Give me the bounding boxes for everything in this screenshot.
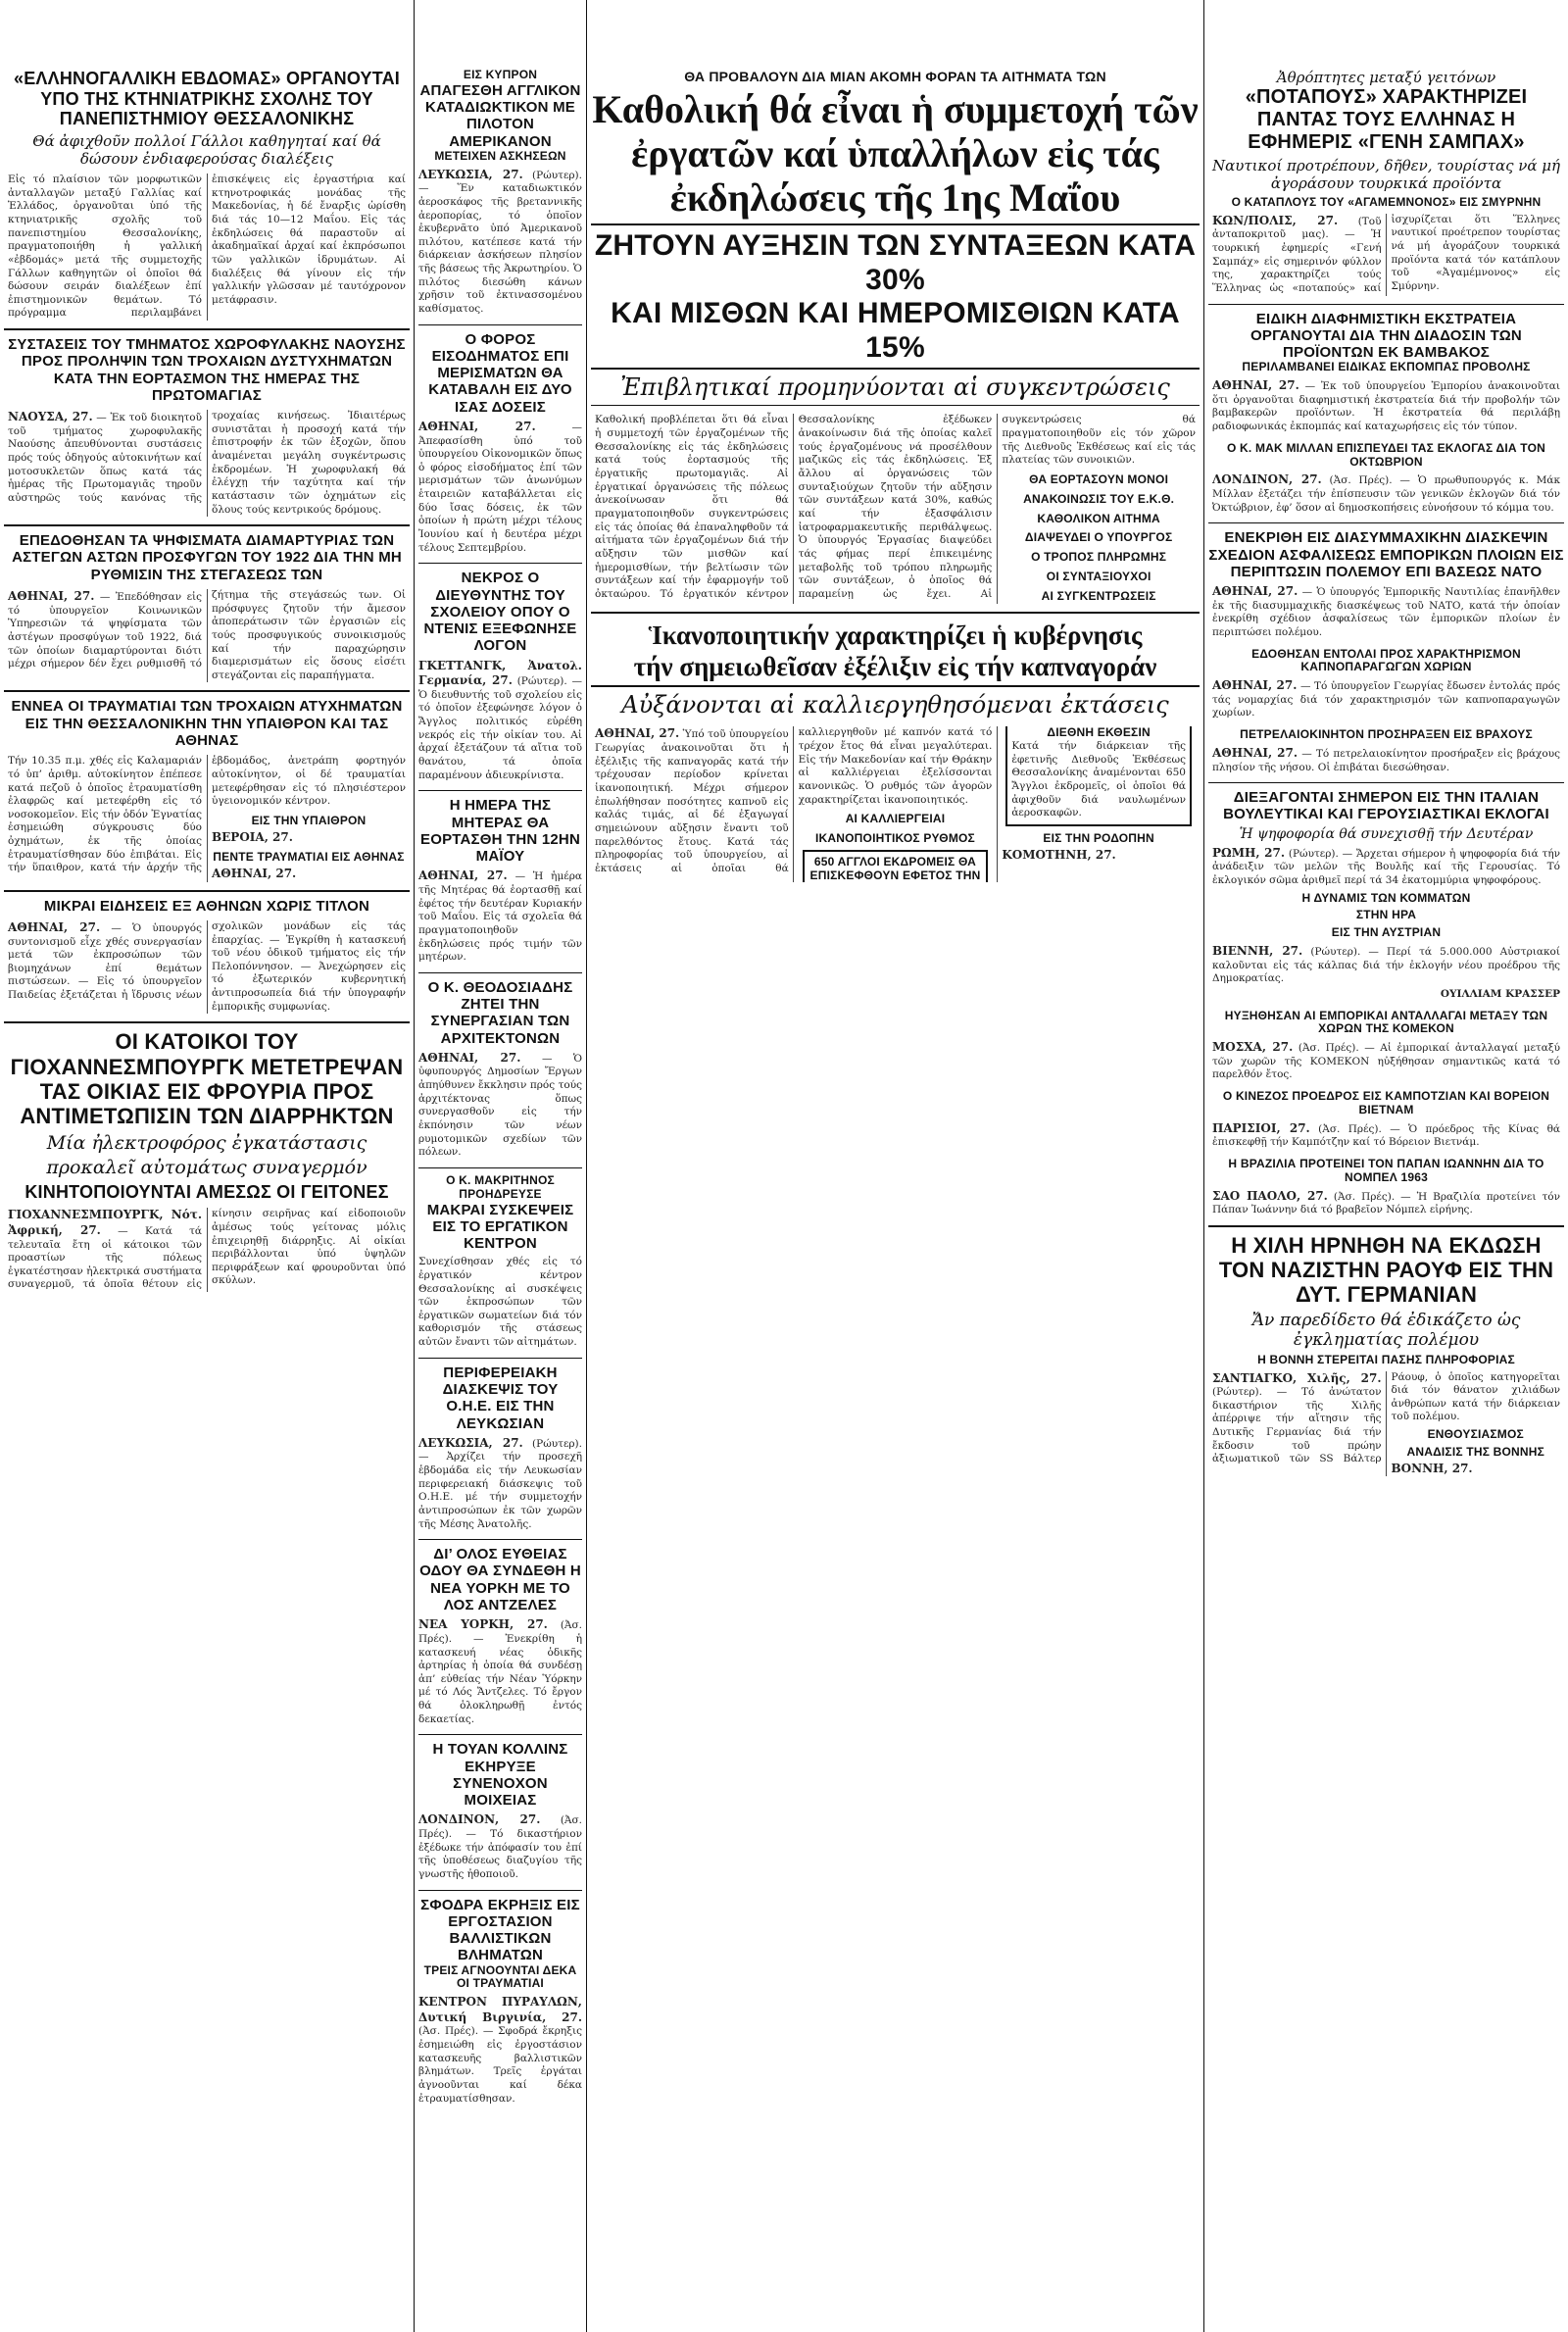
dateline: ΑΘΗΝΑΙ, 27. bbox=[8, 588, 95, 603]
article-body: ΑΘΗΝΑΙ, 27. — Ἐπεδόθησαν εἰς τό ὑπουργεῖον Κοινωνικῶν Ὑπηρεσιῶν τά ψηφίσματα τῶν ἀστέγων προσφύγων τοῦ 1922, διά τῶν ὁποίων διαμαρτύρονται διότι μέχρι σήμερον δέν ἔχει ρυθμισθῆ τό ζήτημα τῆς στεγάσεώς των. Οἱ πρόσφυγες ζητοῦν τήν ἄμεσον ἀποπεράτωσιν τῶν ἐργασιῶν εἰς τούς προσφυγικούς συνοικισμούς καί τήν παραχώρησιν διαμερισμάτων εἰς ὅσους εἰσέτι στεγάζονται εἰς παραπήγματα. bbox=[8, 588, 406, 681]
lead-story-mayday bbox=[591, 69, 1200, 604]
sidehead: ΚΑΘΟΛΙΚΟΝ ΑΙΤΗΜΑ bbox=[1037, 511, 1160, 525]
column-2 bbox=[415, 0, 586, 2332]
dateline: ΚΟΜΟΤΗΝΗ, 27. bbox=[1002, 847, 1116, 862]
sidehead: ΘΑ ΕΟΡΤΑΣΟΥΝ ΜΟΝΟΙ bbox=[1029, 472, 1169, 487]
sidehead: Ο ΤΡΟΠΟΣ ΠΛΗΡΩΜΗΣ bbox=[1031, 550, 1167, 565]
article-body: ΝΑΟΥΣΑ, 27. — Ἐκ τοῦ διοικητοῦ τοῦ τμήματος χωροφυλακῆς Ναούσης ἀπευθύνονται συστάσεις πρός τούς ὁδηγούς αὐτοκινήτων καί μοτοσυκλετῶν ὅπως κατά τάς ἡμέρας τῆς Πρωτομαγιᾶς τηροῦν αὐστηρῶς τούς κανόνας τῆς τροχαίας κινήσεως. Ἰδιαιτέρως συνιστᾶται ἡ προσοχή κατά τήν ἐπιστροφήν ἐκ τῶν ἐξοχῶν, ὅπου ἀναμένεται μεγάλη συγκέντρωσις ἐκδρομέων. Ἡ χωροφυλακή θά ἐλέγχῃ τήν ταχύτητα καί τήν κατάστασιν τῶν ὀχημάτων εἰς ὅλους τούς κεντρικούς δρόμους. bbox=[8, 410, 406, 516]
subhead: Η ΒΟΝΝΗ ΣΤΕΡΕΙΤΑΙ ΠΑΣΗΣ ΠΛΗΡΟΦΟΡΙΑΣ bbox=[1257, 1352, 1515, 1366]
dateline: ΠΑΡΙΣΙΟΙ, 27. bbox=[1212, 1120, 1310, 1135]
divider bbox=[418, 1890, 582, 1891]
divider bbox=[4, 1021, 410, 1023]
headline: ΕΝΝΕΑ ΟΙ ΤΡΑΥΜΑΤΙΑΙ ΤΩΝ ΤΡΟΧΑΙΩΝ ΑΤΥΧΗΜΑΤΩΝ ΕΙΣ ΤΗΝ ΘΕΣΣΑΛΟΝΙΚΗΝ ΤΗΝ ΥΠΑΙΘΡΟΝ ΚΑΙ ΤΑΣ ΑΘΗΝΑΣ bbox=[11, 698, 403, 749]
sidehead: ΔΙΑΨΕΥΔΕΙ Ο ΥΠΟΥΡΓΟΣ bbox=[1024, 530, 1173, 545]
headline: Η ΧΙΛΗ ΗΡΝΗΘΗ ΝΑ ΕΚΔΩΣΗ ΤΟΝ ΝΑΖΙΣΤΗΝ ΡΑΟΥΦ ΕΙΣ ΤΗΝ ΔΥΤ. ΓΕΡΜΑΝΙΑΝ bbox=[1218, 1232, 1554, 1308]
dateline: ΓΙΟΧΑΝΝΕΣΜΠΟΥΡΓΚ, Νότ. Ἀφρική, 27. bbox=[8, 1208, 202, 1237]
divider bbox=[418, 1539, 582, 1540]
headline: Ο ΚΙΝΕΖΟΣ ΠΡΟΕΔΡΟΣ ΕΙΣ ΚΑΜΠΟΤΖΙΑΝ ΚΑΙ ΒΟΡΕΙΟΝ ΒΙΕΤΝΑΜ bbox=[1222, 1089, 1550, 1116]
divider bbox=[1208, 304, 1564, 305]
article-gene-sabah bbox=[1208, 69, 1564, 296]
article-body: ΑΘΗΝΑΙ, 27. — Ὁ ὑπουργός συντονισμοῦ εἶχε χθές συνεργασίαν μετά τῶν ἐκπροσώπων τῶν βιομηχάνων ἐπί θεμάτων πιστώσεων. — Εἰς τό ὑπουργεῖον Παιδείας ἐξετάζεται ἡ ἵδρυσις νέων σχολικῶν μονάδων εἰς τάς ἐπαρχίας. — Ἐγκρίθη ἡ κατασκευή τοῦ νέου ὁδικοῦ τμήματος εἰς τήν Πελοπόννησον. — Ἀνεχώρησεν εἰς τό ἐξωτερικόν κυβερνητική ἀντιπροσωπεία διά τήν ὑπογραφήν ἐμπορικῆς συμφωνίας. bbox=[8, 919, 406, 1013]
article-body: ΑΘΗΝΑΙ, 27. Ὑπό τοῦ ὑπουργείου Γεωργίας ἀνακοινοῦται ὅτι ἡ ἐξέλιξις τῆς καπναγορᾶς κατά τήν τρέχουσαν περίοδον κρίνεται ἱκανοποιητική. Μέχρι σήμερον ἐπωλήθησαν ποσότητες καπνοῦ εἰς καλάς τιμάς, αἱ δέ ἐξαγωγαί σημειώνουν αὔξησιν ἔναντι τοῦ παρελθόντος ἔτους. Κατά τάς πληροφορίας τοῦ ὑπουργείου, αἱ ἐκτάσεις αἱ ὁποῖαι θά καλλιεργηθοῦν μέ καπνόν κατά τό τρέχον ἔτος θά εἶναι μεγαλύτεραι. Εἰς τήν Μακεδονίαν καί τήν Θράκην αἱ καλλιέργειαι ἐξελίσσονται κανονικῶς. Ὁ ρυθμός τῶν ἀγορῶν χαρακτηρίζεται ἱκανοποιητικός. ΑΙ ΚΑΛΛΙΕΡΓΕΙΑΙ ΙΚΑΝΟΠΟΙΗΤΙΚΟΣ ΡΥΘΜΟΣ 650 ΑΓΓΛΟΙ ΕΚΔΡΟΜΕΙΣ ΘΑ ΕΠΙΣΚΕΦΘΟΥΝ ΕΦΕΤΟΣ ΤΗΝ ΔΙΕΘΝΗ ΕΚΘΕΣΙΝ Κατά τήν διάρκειαν τῆς ἐφετινῆς Διεθνοῦς Ἐκθέσεως Θεσσαλονίκης ἀναμένονται 650 Ἄγγλοι ἐκδρομεῖς, οἱ ὁποῖοι θά ἀφιχθοῦν διά ναυλωμένων ἀεροσκαφῶν. ΕΙΣ ΤΗΝ ΡΟΔΟΠΗΝ ΚΟΜΟΤΗΝΗ, 27. bbox=[595, 726, 1196, 882]
article-comecon: ΗΥΞΗΘΗΣΑΝ ΑΙ ΕΜΠΟΡΙΚΑΙ ΑΝΤΑΛΛΑΓΑΙ ΜΕΤΑΞΥ ΤΩΝ ΧΩΡΩΝ ΤΗΣ ΚΟΜΕΚΟΝ ΜΟΣΧΑ, 27. (Ἀσ. Πρές). — Αἱ ἐμπορικαί ἀνταλλαγαί μεταξύ τῶν χωρῶν τῆς ΚΟΜΕΚΟΝ ηὐξήθησαν σημαντικῶς κατά τό παρελθόν ἔτος. bbox=[1208, 1010, 1564, 1083]
dateline: ΑΘΗΝΑΙ, 27. bbox=[418, 1050, 521, 1065]
sidehead: ΑΙ ΣΥΓΚΕΝΤΡΩΣΕΙΣ bbox=[1041, 588, 1156, 603]
column-3 bbox=[587, 0, 1203, 2332]
article-brazil-nobel: Η ΒΡΑΖΙΛΙΑ ΠΡΟΤΕΙΝΕΙ ΤΟΝ ΠΑΠΑΝ ΙΩΑΝΝΗΝ ΔΙΑ ΤΟ ΝΟΜΠΕΛ 1963 ΣΑΟ ΠΑΟΛΟ, 27. (Ἀσ. Πρές). — Ἡ Βραζιλία προτείνει τόν Πάπαν Ἰωάννην διά τό βραβεῖον Νόμπελ εἰρήνης. bbox=[1208, 1158, 1564, 1217]
boxed-article-expo: 650 ΑΓΓΛΟΙ ΕΚΔΡΟΜΕΙΣ ΘΑ ΕΠΙΣΚΕΦΘΟΥΝ ΕΦΕΤΟΣ ΤΗΝ ΔΙΕΘΝΗ ΕΚΘΕΣΙΝ Κατά τήν διάρκειαν τῆς ἐφετινῆς Διεθνοῦς Ἐκθέσεως Θεσσαλονίκης ἀναμένονται 650 Ἄγγλοι ἐκδρομεῖς, οἱ ὁποῖοι θά ἀφιχθοῦν διά ναυλωμένων ἀεροσκαφῶν. bbox=[803, 726, 1192, 882]
deck: ΚΑΙ ΜΙΣΘΩΝ ΚΑΙ ΗΜΕΡΟΜΙΣΘΙΩΝ ΚΑΤΑ 15% bbox=[611, 297, 1180, 364]
headline: Η ΗΜΕΡΑ ΤΗΣ ΜΗΤΕΡΑΣ ΘΑ ΕΟΡΤΑΣΘΗ ΤΗΝ 12ΗΝ ΜΑΪΟΥ bbox=[420, 797, 580, 866]
article-italy-elections: ΔΙΕΞΑΓΟΝΤΑΙ ΣΗΜΕΡΟΝ ΕΙΣ ΤΗΝ ΙΤΑΛΙΑΝ ΒΟΥΛΕΥΤΙΚΑΙ ΚΑΙ ΓΕΡΟΥΣΙΑΣΤΙΚΑΙ ΕΚΛΟΓΑΙ Ἡ ψηφοφορία θά συνεχισθῇ τήν Δευτέραν ΡΩΜΗ, 27. (Ρώυτερ). — Ἄρχεται σήμερον ἡ ψηφοφορία διά τήν ἀνάδειξιν τῶν μελῶν τῆς Βουλῆς καί τῆς Γερουσίας. Τό ἐκλογικόν σῶμα ἀριθμεῖ περί τά 34 ἑκατομμύρια ψηφοφόρους. Η ΔΥΝΑΜΙΣ ΤΩΝ ΚΟΜΜΑΤΩΝ ΣΤΗΝ ΗΡΑ ΕΙΣ ΤΗΝ ΑΥΣΤΡΙΑΝ ΒΙΕΝΝΗ, 27. (Ρώυτερ). — Περί τά 5.000.000 Αὐστριακοί καλοῦνται εἰς τάς κάλπας διά τήν ἐκλογήν νέου προέδρου τῆς Δημοκρατίας. ΟΥΙΛΛΙΑΜ ΚΡΑΣΣΕΡ bbox=[1208, 789, 1564, 1001]
headline: Η ΤΟΥΑΝ ΚΟΛΛΙΝΣ ΕΚΗΡΥΞΕ ΣΥΝΕΝΟΧΟΝ ΜΟΙΧΕΙΑΣ bbox=[432, 1741, 568, 1810]
headline: «ΕΛΛΗΝΟΓΑΛΛΙΚΗ ΕΒΔΟΜΑΣ» ΟΡΓΑΝΟΥΤΑΙ ΥΠΟ ΤΗΣ ΚΤΗΝΙΑΤΡΙΚΗΣ ΣΧΟΛΗΣ ΤΟΥ ΠΑΝΕΠΙΣΤΗΜΙΟΥ ΘΕΣΣΑΛΟΝΙΚΗΣ bbox=[14, 69, 400, 129]
column-1 bbox=[0, 0, 414, 2332]
headline: Καθολική θά εἶναι ἡ συμμετοχή τῶν ἐργατῶν καί ὑπαλλήλων εἰς τάς ἐκδηλώσεις τῆς 1ης Μαΐου bbox=[592, 87, 1199, 220]
divider bbox=[418, 790, 582, 791]
article-johannesburg bbox=[4, 1029, 410, 1292]
article-oil-ship: ΠΕΤΡΕΛΑΙΟΚΙΝΗΤΟΝ ΠΡΟΣΗΡΑΞΕΝ ΕΙΣ ΒΡΑΧΟΥΣ ΑΘΗΝΑΙ, 27. — Τό πετρελαιοκίνητον προσήραξεν εἰς βράχους πλησίον τῆς νήσου. Οἱ ἐπιβάται διεσώθησαν. bbox=[1208, 728, 1564, 774]
subheadline: προκαλεῖ αὐτομάτως συναγερμόν bbox=[46, 1156, 368, 1178]
dateline: ΒΙΕΝΝΗ, 27. bbox=[1212, 943, 1303, 958]
kicker: Ο Κ. ΜΑΚΡΙΤΗΝΟΣ ΠΡΟΗΔΡΕΥΣΕ bbox=[446, 1172, 555, 1201]
dateline: ΑΘΗΝΑΙ, 27. bbox=[1212, 378, 1299, 393]
divider bbox=[418, 1358, 582, 1359]
divider bbox=[4, 524, 410, 526]
subheadline: Ἡ ψηφοφορία θά συνεχισθῇ τήν Δευτέραν bbox=[1239, 825, 1534, 842]
dateline: ΑΘΗΝΑΙ, 27. bbox=[1212, 584, 1298, 599]
article-cyprus-jet: ΕΙΣ ΚΥΠΡΟΝ ΑΠΑΓΕΣΘΗ ΑΓΓΛΙΚΟΝ ΚΑΤΑΔΙΩΚΤΙΚΟΝ ΜΕ ΠΙΛΟΤΟΝ ΑΜΕΡΙΚΑΝΟΝ ΜΕΤΕΙΧΕΝ ΑΣΚΗΣΕΩΝ ΛΕΥΚΩΣΙΑ, 27. (Ρώυτερ). — Ἕν καταδιωκτικόν ἀεροσκάφος τῆς βρεταννικῆς ἀεροπορίας, τό ὁποῖον ἐκυβερνᾶτο ὑπό Ἀμερικανοῦ πιλότου, κατέπεσε κατά τήν διάρκειαν ἀσκήσεων πλησίον τῆς βάσεως τῆς Ἀκρωτηρίου. Ὁ πιλότος διεσώθη κάνων χρῆσιν τοῦ ἐκτινασσομένου καθίσματος. bbox=[418, 68, 582, 315]
sidehead: ΕΙΣ ΤΗΝ ΡΟΔΟΠΗΝ bbox=[1043, 831, 1154, 846]
kicker: ΘΑ ΠΡΟΒΑΛΟΥΝ ΔΙΑ ΜΙΑΝ ΑΚΟΜΗ ΦΟΡΑΝ ΤΑ ΑΙΤΗΜΑΤΑ ΤΩΝ bbox=[684, 69, 1106, 84]
dateline: ΝΑΟΥΣΑ, 27. bbox=[8, 410, 93, 424]
headline: ΑΠΑΓΕΣΘΗ ΑΓΓΛΙΚΟΝ ΚΑΤΑΔΙΩΚΤΙΚΟΝ ΜΕ ΠΙΛΟΤΟΝ ΑΜΕΡΙΚΑΝΟΝ bbox=[419, 81, 581, 150]
article-chile-rauff bbox=[1208, 1233, 1564, 1476]
headline: ΕΠΕΔΟΘΗΣΑΝ ΤΑ ΨΗΦΙΣΜΑΤΑ ΔΙΑΜΑΡΤΥΡΙΑΣ ΤΩΝ ΑΣΤΕΓΩΝ ΑΣΤΩΝ ΠΡΟΣΦΥΓΩΝ ΤΟΥ 1922 ΔΙΑ ΤΗΝ ΜΗ ΡΥΘΜΙΣΙΝ ΤΗΣ ΣΤΕΓΑΣΕΩΣ ΤΩΝ bbox=[12, 532, 402, 583]
headline: 650 ΑΓΓΛΟΙ ΕΚΔΡΟΜΕΙΣ ΘΑ ΕΠΙΣΚΕΦΘΟΥΝ ΕΦΕΤΟΣ ΤΗΝ ΔΙΕΘΝΗ ΕΚΘΕΣΙΝ bbox=[809, 725, 1151, 882]
headline: Ἱκανοποιητικήν χαρακτηρίζει ἡ κυβέρνησις bbox=[648, 620, 1143, 650]
subheadline: Θά ἀφιχθοῦν πολλοί Γάλλοι καθηγηταί καί θά δώσουν ἐνδιαφερούσας διαλέξεις bbox=[32, 132, 381, 169]
headline: «ΠΟΤΑΠΟΥΣ» ΧΑΡΑΚΤΗΡΙΖΕΙ ΠΑΝΤΑΣ ΤΟΥΣ ΕΛΛΗΝΑΣ Η ΕΦΗΜΕΡΙΣ «ΓΕΝΗ ΣΑΜΠΑΧ» bbox=[1245, 86, 1528, 153]
subhead: ΜΕΤΕΙΧΕΝ ΑΣΚΗΣΕΩΝ bbox=[434, 148, 566, 163]
divider bbox=[1208, 1225, 1564, 1227]
article-nato-shipping: ΕΝΕΚΡΙΘΗ ΕΙΣ ΔΙΑΣΥΜΜΑΧΙΚΗΝ ΔΙΑΣΚΕΨΙΝ ΣΧΕΔΙΟΝ ΑΣΦΑΛΙΣΕΩΣ ΕΜΠΟΡΙΚΩΝ ΠΛΟΙΩΝ ΕΙΣ ΠΕΡΙΠΤΩΣΙΝ ΠΟΛΕΜΟΥ ΕΠΙ ΒΑΣΕΩΣ ΝΑΤΟ ΑΘΗΝΑΙ, 27. — Ὁ ὑπουργός Ἐμπορικῆς Ναυτιλίας ἐπανῆλθεν ἐκ τῆς διασυμμαχικῆς διασκέψεως τοῦ ΝΑΤΟ, κατά τήν ὁποίαν ἐνεκρίθη σχέδιον ἀσφαλίσεως τῶν ἐμπορικῶν πλοίων ἐν περιπτώσει πολέμου. bbox=[1208, 529, 1564, 638]
article-refugees-1922 bbox=[4, 532, 410, 682]
sidehead: ΙΚΑΝΟΠΟΙΗΤΙΚΟΣ ΡΥΘΜΟΣ bbox=[815, 831, 975, 846]
article-tobacco-market bbox=[591, 620, 1200, 883]
dateline: ΣΑΟ ΠΑΟΛΟ, 27. bbox=[1212, 1188, 1328, 1203]
divider bbox=[4, 328, 410, 330]
article-architects: Ο Κ. ΘΕΟΔΟΣΙΑΔΗΣ ΖΗΤΕΙ ΤΗΝ ΣΥΝΕΡΓΑΣΙΑΝ ΤΩΝ ΑΡΧΙΤΕΚΤΟΝΩΝ ΑΘΗΝΑΙ, 27. — Ὁ ὑφυπουργός Δημοσίων Ἔργων ἀπηύθυνεν ἔκκλησιν πρός τούς ἀρχιτέκτονας ὅπως συνεργασθοῦν εἰς τήν ἐκπόνησιν τῶν νέων ρυμοτομικῶν σχεδίων τῶν πόλεων. bbox=[418, 978, 582, 1159]
article-body: ΓΙΟΧΑΝΝΕΣΜΠΟΥΡΓΚ, Νότ. Ἀφρική, 27. — Κατά τά τελευταῖα ἔτη οἱ κάτοικοι τῶν προαστίων τῆς πόλεως ἐγκατέστησαν ἠλεκτρικά συστήματα συναγερμοῦ, τά ὁποῖα θέτουν εἰς κίνησιν σειρῆνας καί εἰδοποιοῦν ἀμέσως τούς γείτονας μόλις ἐπιχειρηθῇ διάρρηξις. Αἱ οἰκίαι περιβάλλονται ὑπό ὑψηλῶν περιφράξεων καί φρουροῦνται ὑπό σκύλων. bbox=[8, 1208, 406, 1291]
sidehead: Η ΔΥΝΑΜΙΣ ΤΩΝ ΚΟΜΜΑΤΩΝ bbox=[1301, 890, 1471, 905]
dateline: ΛΟΝΔΙΝΟΝ, 27. bbox=[1212, 472, 1322, 487]
subhead: ΤΡΕΙΣ ΑΓΝΟΟΥΝΤΑΙ ΔΕΚΑ ΟΙ ΤΡΑΥΜΑΤΙΑΙ bbox=[423, 1962, 577, 1991]
subheadline: Ναυτικοί προτρέπουν, δῆθεν, τουρίστας νά μή ἀγοράσουν τουρκικά προϊόντα bbox=[1211, 157, 1561, 192]
subheadline: Ἄν παρεδίδετο θά ἐδικάζετο ὡς ἐγκληματίας πολέμου bbox=[1251, 1310, 1521, 1350]
dateline: ΑΘΗΝΑΙ, 27. bbox=[1212, 745, 1298, 760]
headline: ΔΙΕΞΑΓΟΝΤΑΙ ΣΗΜΕΡΟΝ ΕΙΣ ΤΗΝ ΙΤΑΛΙΑΝ ΒΟΥΛΕΥΤΙΚΑΙ ΚΑΙ ΓΕΡΟΥΣΙΑΣΤΙΚΑΙ ΕΚΛΟΓΑΙ bbox=[1223, 789, 1549, 823]
dateline: ΑΘΗΝΑΙ, 27. bbox=[595, 726, 680, 741]
dateline: ΡΩΜΗ, 27. bbox=[1212, 845, 1286, 860]
divider bbox=[1208, 522, 1564, 523]
article-dividend-tax: Ο ΦΟΡΟΣ ΕΙΣΟΔΗΜΑΤΟΣ ΕΠΙ ΜΕΡΙΣΜΑΤΩΝ ΘΑ ΚΑΤΑΒΑΛΗ ΕΙΣ ΔΥΟ ΙΣΑΣ ΔΟΣΕΙΣ ΑΘΗΝΑΙ, 27. — Ἀπεφασίσθη ὑπό τοῦ ὑπουργείου Οἰκονομικῶν ὅπως ὁ φόρος εἰσοδήματος ἐπί τῶν μερισμάτων τῶν ἀνωνύμων ἑταιρειῶν καταβάλλεται εἰς δύο ἴσας δόσεις, ἐκ τῶν ὁποίων ἡ πρώτη μέχρι τέλους Ἰουνίου καί ἡ δευτέρα μέχρι τέλους Σεπτεμβρίου. bbox=[418, 330, 582, 554]
divider bbox=[4, 890, 410, 892]
article-body: Καθολική προβλέπεται ὅτι θά εἶναι ἡ συμμετοχή τῶν ἐργαζομένων τῆς Θεσσαλονίκης εἰς τάς ἐκδηλώσεις κατά τούς ἑορτασμούς τῆς ἐργατικῆς πρωτομαγιᾶς. Αἱ ἐργατικαί ὀργανώσεις τῆς πόλεως ἀνεκοίνωσαν ὅτι θά πραγματοποιηθοῦν συγκεντρώσεις εἰς τάς ὁποίας θά ἐπαναληφθοῦν τά αἰτήματα τῶν ἐργαζομένων διά τήν αὔξησιν τῶν μισθῶν καί ἡμερομισθίων, τήν βελτίωσιν τῶν συντάξεων καί τήν ἐφαρμογήν τοῦ ὀκταώρου. Τό ἐργατικόν κέντρον Θεσσαλονίκης ἐξέδωκεν ἀνακοίνωσιν διά τῆς ὁποίας καλεῖ τούς ἐργαζομένους νά προσέλθουν μαζικῶς εἰς τάς ἐκδηλώσεις. Ἐξ ἄλλου αἱ ὀργανώσεις τῶν συνταξιούχων ζητοῦν τήν αὔξησιν τῶν συντάξεων κατά 30%, καθώς καί τήν ἐξασφάλισιν ἰατροφαρμακευτικῆς περιθάλψεως. Ὁ ὑπουργός Ἐργασίας διαψεύδει τάς φήμας περί ἐπικειμένης μεταβολῆς τοῦ τρόπου πληρωμῆς τῶν συντάξεων, ὁ ὁποῖος θά παραμείνῃ ὡς ἔχει. Αἱ συγκεντρώσεις θά πραγματοποιηθοῦν εἰς τόν χῶρον τῆς Διεθνοῦς Ἐκθέσεως καί εἰς τάς πλατείας τῶν συνοικιῶν. ΘΑ ΕΟΡΤΑΣΟΥΝ ΜΟΝΟΙ ΑΝΑΚΟΙΝΩΣΙΣ ΤΟΥ Ε.Κ.Θ. ΚΑΘΟΛΙΚΟΝ ΑΙΤΗΜΑ ΔΙΑΨΕΥΔΕΙ Ο ΥΠΟΥΡΓΟΣ Ο ΤΡΟΠΟΣ ΠΛΗΡΩΜΗΣ ΟΙ ΣΥΝΤΑΞΙΟΥΧΟΙ ΑΙ ΣΥΓΚΕΝΤΡΩΣΕΙΣ bbox=[595, 414, 1196, 603]
byline: ΟΥΙΛΛΙΑΜ ΚΡΑΣΣΕΡ bbox=[1440, 987, 1560, 1000]
subheadline: Ἐπιβλητικαί προμηνύονται αἱ συγκεντρώσεις bbox=[591, 368, 1200, 406]
sidehead: ΟΙ ΣΥΝΤΑΞΙΟΥΧΟΙ bbox=[1046, 570, 1152, 584]
sidehead: ΕΙΣ ΤΗΝ ΥΠΑΙΘΡΟΝ bbox=[251, 813, 367, 827]
headline: ΜΙΚΡΑΙ ΕΙΔΗΣΕΙΣ ΕΞ ΑΘΗΝΩΝ ΧΩΡΙΣ ΤΙΤΛΟΝ bbox=[43, 897, 370, 915]
headline: ΠΕΤΡΕΛΑΙΟΚΙΝΗΤΟΝ ΠΡΟΣΗΡΑΞΕΝ ΕΙΣ ΒΡΑΧΟΥΣ bbox=[1240, 727, 1533, 742]
divider bbox=[418, 324, 582, 325]
dateline: ΒΕΡΟΙΑ, 27. bbox=[212, 829, 293, 844]
article-body: ΣΑΝΤΙΑΓΚΟ, Χιλῆς, 27. (Ρώυτερ). — Τό ἀνώτατον δικαστήριον τῆς Χιλῆς ἀπέρριψε τήν αἴτησιν τῆς Δυτικῆς Γερμανίας διά τήν ἔκδοσιν τοῦ πρώην ἀξιωματικοῦ τῶν SS Βάλτερ Ράουφ, ὁ ὁποῖος κατηγορεῖται διά τόν θάνατον χιλιάδων ἀνθρώπων κατά τήν διάρκειαν τοῦ πολέμου. ΕΝΘΟΥΣΙΑΣΜΟΣ ΑΝΑΔΙΣΙΣ ΤΗΣ ΒΟΝΝΗΣ ΒΟΝΝΗ, 27. bbox=[1212, 1370, 1560, 1475]
kicker: Ἀθρόπτητες μεταξύ γειτόνων bbox=[1276, 69, 1496, 86]
subheadline: Μία ἠλεκτροφόρος ἐγκατάστασις bbox=[46, 1131, 368, 1154]
headline: Ο ΦΟΡΟΣ ΕΙΣΟΔΗΜΑΤΟΣ ΕΠΙ ΜΕΡΙΣΜΑΤΩΝ ΘΑ ΚΑΤΑΒΑΛΗ ΕΙΣ ΔΥΟ ΙΣΑΣ ΔΟΣΕΙΣ bbox=[428, 330, 572, 416]
headline: Ο Κ. ΘΕΟΔΟΣΙΑΔΗΣ ΖΗΤΕΙ ΤΗΝ ΣΥΝΕΡΓΑΣΙΑΝ ΤΩΝ ΑΡΧΙΤΕΚΤΟΝΩΝ bbox=[427, 978, 573, 1047]
dateline: ΒΟΝΝΗ, 27. bbox=[1391, 1461, 1473, 1475]
subhead: Ο ΚΑΤΑΠΛΟΥΣ ΤΟΥ «ΑΓΑΜΕΜΝΟΝΟΣ» ΕΙΣ ΣΜΥΡΝΗΝ bbox=[1231, 195, 1542, 209]
dateline: ΜΟΣΧΑ, 27. bbox=[1212, 1040, 1294, 1055]
sidehead: ΑΙ ΚΑΛΛΙΕΡΓΕΙΑΙ bbox=[845, 812, 946, 826]
article-labour-centre: Ο Κ. ΜΑΚΡΙΤΗΝΟΣ ΠΡΟΗΔΡΕΥΣΕ ΜΑΚΡΑΙ ΣΥΣΚΕΨΕΙΣ ΕΙΣ ΤΟ ΕΡΓΑΤΙΚΟΝ ΚΕΝΤΡΟΝ Συνεχίσθησαν χθές εἰς τό ἐργατικόν κέντρον Θεσσαλονίκης αἱ συσκέψεις τῶν ἐκπροσώπων τῶν ἐργατικῶν σωματείων διά τόν καθορισμόν τῆς στάσεως αὐτῶν ἔναντι τῶν αἰτημάτων. bbox=[418, 1172, 582, 1349]
headline: ΔΙ’ ΟΛΟΣ ΕΥΘΕΙΑΣ ΟΔΟΥ ΘΑ ΣΥΝΔΕΘΗ Η ΝΕΑ ΥΟΡΚΗ ΜΕ ΤΟ ΛΟΣ ΑΝΤΖΕΛΕΣ bbox=[419, 1546, 581, 1613]
dateline: ΑΘΗΝΑΙ, 27. bbox=[1212, 678, 1298, 693]
dateline: ΛΕΥΚΩΣΙΑ, 27. bbox=[418, 1435, 523, 1450]
divider bbox=[418, 972, 582, 973]
headline: ΕΙΔΙΚΗ ΔΙΑΦΗΜΙΣΤΙΚΗ ΕΚΣΤΡΑΤΕΙΑ ΟΡΓΑΝΟΥΤΑΙ ΔΙΑ ΤΗΝ ΔΙΑΔΟΣΙΝ ΤΩΝ ΠΡΟΪΟΝΤΩΝ ΕΚ ΒΑΜΒΑΚΟΣ bbox=[1250, 310, 1522, 362]
dateline: ΣΑΝΤΙΑΓΚΟ, Χιλῆς, 27. bbox=[1212, 1370, 1382, 1385]
subheadline: ΠΕΡΙΛΑΜΒΑΝΕΙ ΕΙΔΙΚΑΣ ΕΚΠΟΜΠΑΣ ΠΡΟΒΟΛΗΣ bbox=[1242, 360, 1531, 374]
dateline: ΛΕΥΚΩΣΙΑ, 27. bbox=[418, 167, 523, 181]
article-body: Εἰς τό πλαίσιον τῶν μορφωτικῶν ἀνταλλαγῶν μεταξύ Γαλλίας καί Ἑλλάδος, ὀργανοῦται ὑπό τῆς κτηνιατρικῆς σχολῆς τοῦ πανεπιστημίου Θεσσαλονίκης, πραγματοποιήθη ἡ γαλλική «ἐβδομάς» μετά τῆς συμμετοχῆς Γάλλων καθηγητῶν οἱ ὁποῖοι θά δώσουν σειράν διαλέξεων ἐπί ἐπιστημονικῶν θεμάτων. Τό πρόγραμμα περιλαμβάνει ἐπισκέψεις εἰς ἐργαστήρια καί κτηνοτροφικάς μονάδας τῆς Μακεδονίας, ἡ δέ ἔναρξις ὡρίσθη διά τάς 10—12 Μαΐου. Εἰς τάς ἐκδηλώσεις θά παραστοῦν αἱ ἀκαδημαϊκαί ἀρχαί καί ἐκπρόσωποι τῶν γαλλικῶν ἱδρυμάτων. Αἱ διαλέξεις θά γίνουν εἰς τήν γαλλικήν γλῶσσαν μέ ταυτόχρονον μετάφρασιν. bbox=[8, 174, 406, 320]
article-un-conference: ΠΕΡΙΦΕΡΕΙΑΚΗ ΔΙΑΣΚΕΨΙΣ ΤΟΥ Ο.Η.Ε. ΕΙΣ ΤΗΝ ΛΕΥΚΩΣΙΑΝ ΛΕΥΚΩΣΙΑ, 27. (Ρώυτερ). — Ἀρχίζει τήν προσεχῆ ἑβδομάδα εἰς τήν Λευκωσίαν περιφερειακή διάσκεψις τοῦ Ο.Η.Ε. μέ τήν συμμετοχήν ἀντιπροσώπων ἐκ τῶν χωρῶν τῆς Μέσης Ἀνατολῆς. bbox=[418, 1364, 582, 1530]
article-mothers-day: Η ΗΜΕΡΑ ΤΗΣ ΜΗΤΕΡΑΣ ΘΑ ΕΟΡΤΑΣΘΗ ΤΗΝ 12ΗΝ ΜΑΪΟΥ ΑΘΗΝΑΙ, 27. — Ἡ ἡμέρα τῆς Μητέρας θά ἑορτασθῇ καί ἐφέτος τήν δευτέραν Κυριακήν τοῦ Μαΐου. Εἰς τά σχολεῖα θά πραγματοποιηθοῦν ἐκδηλώσεις πρός τιμήν τῶν μητέρων. bbox=[418, 797, 582, 964]
article-school-director: ΝΕΚΡΟΣ Ο ΔΙΕΥΘΥΝΤΗΣ ΤΟΥ ΣΧΟΛΕΙΟΥ ΟΠΟΥ Ο ΝΤΕΝΙΣ ΕΞΕΦΩΝΗΣΕ ΛΟΓΟΝ ΓΚΕΤΤΑΝΓΚ, Ἀνατολ. Γερμανία, 27. (Ρώυτερ). — Ὁ διευθυντής τοῦ σχολείου εἰς τό ὁποῖον ἐξεφώνησε λόγον ὁ Ἄγγλος πολιτικός εὑρέθη νεκρός εἰς τήν οἰκίαν του. Αἱ ἀρχαί ἐξετάζουν τά αἴτια τοῦ θανάτου, τά ὁποῖα παραμένουν ἀδιευκρίνιστα. bbox=[418, 570, 582, 781]
article-traffic-injuries bbox=[4, 698, 410, 881]
sidehead: ΕΙΣ ΤΗΝ ΑΥΣΤΡΙΑΝ bbox=[1331, 925, 1442, 940]
headline: ΣΦΟΔΡΑ ΕΚΡΗΞΙΣ ΕΙΣ ΕΡΓΟΣΤΑΣΙΟΝ ΒΑΛΛΙΣΤΙΚΩΝ ΒΛΗΜΑΤΩΝ bbox=[420, 1896, 580, 1964]
dateline: ΑΘΗΝΑΙ, 27. bbox=[212, 867, 297, 881]
headline: ΠΕΡΙΦΕΡΕΙΑΚΗ ΔΙΑΣΚΕΨΙΣ ΤΟΥ Ο.Η.Ε. ΕΙΣ ΤΗΝ ΛΕΥΚΩΣΙΑΝ bbox=[442, 1364, 559, 1432]
headline: ΝΕΚΡΟΣ Ο ΔΙΕΥΘΥΝΤΗΣ ΤΟΥ ΣΧΟΛΕΙΟΥ ΟΠΟΥ Ο ΝΤΕΝΙΣ ΕΞΕΦΩΝΗΣΕ ΛΟΓΟΝ bbox=[423, 570, 577, 655]
article-body: Τήν 10.35 π.μ. χθές εἰς Καλαμαριάν τό ὑπ’ ἀριθμ. αὐτοκίνητον ἐπέπεσε κατά πεζοῦ ὁ ὁποῖος ἐτραυματίσθη ἐλαφρῶς καί μετεφέρθη εἰς τό νοσοκομεῖον. Εἰς τήν ὁδόν Ἐγνατίας ἐσημειώθη σύγκρουσις δύο ὀχημάτων, ἐκ τῆς ὁποίας ἐτραυματίσθησαν δύο ἐπιβάται. Εἰς τήν ὕπαιθρον, κατά τήν ἀρχήν τῆς ἑβδομάδος, ἀνετράπη φορτηγόν αὐτοκίνητον, οἱ δέ τραυματίαι μετεφέρθησαν εἰς τό πλησιέστερον ὑγειονομικόν κέντρον. ΕΙΣ ΤΗΝ ΥΠΑΙΘΡΟΝ ΒΕΡΟΙΑ, 27. ΠΕΝΤΕ ΤΡΑΥΜΑΤΙΑΙ ΕΙΣ ΑΘΗΝΑΣ ΑΘΗΝΑΙ, 27. bbox=[8, 755, 406, 881]
dateline: ΚΩΝ/ΠΟΛΙΣ, 27. bbox=[1212, 213, 1339, 227]
article-tobacco-villages: ΕΔΟΘΗΣΑΝ ΕΝΤΟΛΑΙ ΠΡΟΣ ΧΑΡΑΚΤΗΡΙΣΜΟΝ ΚΑΠΝΟΠΑΡΑΓΩΓΩΝ ΧΩΡΙΩΝ ΑΘΗΝΑΙ, 27. — Τό ὑπουργεῖον Γεωργίας ἔδωσεν ἐντολάς πρός τάς νομαρχίας διά τόν χαρακτηρισμόν τῶν καπνοπαραγωγῶν χωρίων. bbox=[1208, 648, 1564, 721]
headline: ΟΙ ΚΑΤΟΙΚΟΙ ΤΟΥ ΓΙΟΧΑΝΝΕΣΜΠΟΥΡΓΚ ΜΕΤΕΤΡΕΨΑΝ ΤΑΣ ΟΙΚΙΑΣ ΕΙΣ ΦΡΟΥΡΙΑ ΠΡΟΣ ΑΝΤΙΜΕΤΩΠΙΣΙΝ ΤΩΝ ΔΙΑΡΡΗΚΤΩΝ bbox=[10, 1029, 404, 1129]
article-missile-explosion: ΣΦΟΔΡΑ ΕΚΡΗΞΙΣ ΕΙΣ ΕΡΓΟΣΤΑΣΙΟΝ ΒΑΛΛΙΣΤΙΚΩΝ ΒΛΗΜΑΤΩΝ ΤΡΕΙΣ ΑΓΝΟΟΥΝΤΑΙ ΔΕΚΑ ΟΙ ΤΡΑΥΜΑΤΙΑΙ ΚΕΝΤΡΟΝ ΠΥΡΑΥΛΩΝ, Δυτική Βιργινία, 27. (Ἀσ. Πρές). — Σφοδρά ἔκρηξις ἐσημειώθη εἰς ἐργοστάσιον κατασκευῆς βαλλιστικῶν βλημάτων. Τρεῖς ἐργάται ἀγνοοῦνται καί δέκα ἐτραυματίσθησαν. bbox=[418, 1896, 582, 2105]
article-chinese-president: Ο ΚΙΝΕΖΟΣ ΠΡΟΕΔΡΟΣ ΕΙΣ ΚΑΜΠΟΤΖΙΑΝ ΚΑΙ ΒΟΡΕΙΟΝ ΒΙΕΤΝΑΜ ΠΑΡΙΣΙΟΙ, 27. (Ἀσ. Πρές). — Ὁ πρόεδρος τῆς Κίνας θά ἐπισκεφθῇ τήν Καμπότζην καί τό Βόρειον Βιετνάμ. bbox=[1208, 1090, 1564, 1150]
headline: ΗΥΞΗΘΗΣΑΝ ΑΙ ΕΜΠΟΡΙΚΑΙ ΑΝΤΑΛΛΑΓΑΙ ΜΕΤΑΞΥ ΤΩΝ ΧΩΡΩΝ ΤΗΣ ΚΟΜΕΚΟΝ bbox=[1224, 1008, 1548, 1036]
dateline: ΓΚΕΤΤΑΝΓΚ, Ἀνατολ. Γερμανία, 27. bbox=[418, 658, 582, 688]
headline: ΕΔΟΘΗΣΑΝ ΕΝΤΟΛΑΙ ΠΡΟΣ ΧΑΡΑΚΤΗΡΙΣΜΟΝ ΚΑΠΝΟΠΑΡΑΓΩΓΩΝ ΧΩΡΙΩΝ bbox=[1251, 646, 1521, 674]
divider bbox=[418, 1167, 582, 1168]
article-franco-greek-week bbox=[4, 69, 410, 321]
dateline: ΚΕΝΤΡΟΝ ΠΥΡΑΥΛΩΝ, Δυτική Βιργινία, 27. bbox=[418, 1995, 582, 2024]
article-cotton-campaign: ΕΙΔΙΚΗ ΔΙΑΦΗΜΙΣΤΙΚΗ ΕΚΣΤΡΑΤΕΙΑ ΟΡΓΑΝΟΥΤΑΙ ΔΙΑ ΤΗΝ ΔΙΑΔΟΣΙΝ ΤΩΝ ΠΡΟΪΟΝΤΩΝ ΕΚ ΒΑΜΒΑΚΟΣ ΠΕΡΙΛΑΜΒΑΝΕΙ ΕΙΔΙΚΑΣ ΕΚΠΟΜΠΑΣ ΠΡΟΒΟΛΗΣ ΑΘΗΝΑΙ, 27. — Ἐκ τοῦ ὑπουργείου Ἐμπορίου ἀνακοινοῦται ὅτι ὀργανοῦται διαφημιστική ἐκστρατεία διά τήν προβολήν τῶν βαμβακερῶν προϊόντων. Ἡ ἐκστρατεία θά περιλάβῃ ραδιοφωνικάς ἐκπομπάς καί καταχωρήσεις εἰς τόν τύπον. bbox=[1208, 311, 1564, 434]
headline: ΜΑΚΡΑΙ ΣΥΣΚΕΨΕΙΣ ΕΙΣ ΤΟ ΕΡΓΑΤΙΚΟΝ ΚΕΝΤΡΟΝ bbox=[426, 1201, 574, 1253]
article-ny-la-road: ΔΙ’ ΟΛΟΣ ΕΥΘΕΙΑΣ ΟΔΟΥ ΘΑ ΣΥΝΔΕΘΗ Η ΝΕΑ ΥΟΡΚΗ ΜΕ ΤΟ ΛΟΣ ΑΝΤΖΕΛΕΣ ΝΕΑ ΥΟΡΚΗ, 27. (Ἀσ. Πρές). — Ἐνεκρίθη ἡ κατασκευή νέας ὁδικῆς ἀρτηρίας ἡ ὁποία θά συνδέσῃ ἀπ’ εὐθείας τήν Νέαν Ὑόρκην μέ τό Λός Ἄντζελες. Τό ἔργον θά ὁλοκληρωθῇ ἐντός δεκαετίας. bbox=[418, 1546, 582, 1725]
kicker: ΕΙΣ ΚΥΠΡΟΝ bbox=[463, 68, 538, 81]
subheadline: Αὐξάνονται αἱ καλλιεργηθησόμεναι ἐκτάσεις bbox=[591, 685, 1200, 719]
dateline: ΝΕΑ ΥΟΡΚΗ, 27. bbox=[418, 1617, 548, 1632]
dateline: ΛΟΝΔΙΝΟΝ, 27. bbox=[418, 1812, 541, 1827]
divider bbox=[4, 690, 410, 692]
article-macmillan: Ο Κ. ΜΑΚ ΜΙΛΛΑΝ ΕΠΙΣΠΕΥΔΕΙ ΤΑΣ ΕΚΛΟΓΑΣ ΔΙΑ ΤΟΝ ΟΚΤΩΒΡΙΟΝ ΛΟΝΔΙΝΟΝ, 27. (Ἀσ. Πρές). — Ὁ πρωθυπουργός κ. Μάκ Μίλλαν ἐξετάζει τήν ἐπίσπευσιν τῶν γενικῶν ἐκλογῶν διά τόν Ὀκτώβριον, ἐφ’ ὅσον αἱ δημοσκοπήσεις εὐνοήσουν τό κόμμα του. bbox=[1208, 442, 1564, 516]
dateline: ΑΘΗΝΑΙ, 27. bbox=[418, 868, 508, 883]
headline: Ο Κ. ΜΑΚ ΜΙΛΛΑΝ ΕΠΙΣΠΕΥΔΕΙ ΤΑΣ ΕΚΛΟΓΑΣ ΔΙΑ ΤΟΝ ΟΚΤΩΒΡΙΟΝ bbox=[1226, 440, 1545, 469]
article-naousa-police bbox=[4, 336, 410, 517]
subhead: ΚΙΝΗΤΟΠΟΙΟΥΝΤΑΙ ΑΜΕΣΩΣ ΟΙ ΓΕΙΤΟΝΕΣ bbox=[24, 1181, 389, 1202]
sidehead: ΑΝΑΔΙΣΙΣ ΤΗΣ ΒΟΝΝΗΣ bbox=[1406, 1444, 1545, 1459]
divider bbox=[418, 1734, 582, 1735]
dateline: ΑΘΗΝΑΙ, 27. bbox=[8, 919, 101, 934]
article-body: ΚΩΝ/ΠΟΛΙΣ, 27. (Τοῦ ἀνταποκριτοῦ μας). — Ἡ τουρκική ἐφημερίς «Γενή Σαμπάχ» εἰς σημερινόν φύλλον της, χαρακτηρίζει τούς Ἕλληνας ὡς «ποταπούς» καί ἰσχυρίζεται ὅτι Ἕλληνες ναυτικοί προέτρεπον τουρίστας νά μή ἀγοράζουν τουρκικά προϊόντα κατά τόν κατάπλουν τοῦ «Ἀγαμέμνονος» εἰς Σμύρνην. bbox=[1212, 213, 1560, 294]
divider bbox=[591, 612, 1200, 614]
sidehead: ΠΕΝΤΕ ΤΡΑΥΜΑΤΙΑΙ ΕΙΣ ΑΘΗΝΑΣ bbox=[213, 850, 405, 865]
divider bbox=[1208, 782, 1564, 783]
sidehead: ΕΝΘΟΥΣΙΑΣΜΟΣ bbox=[1427, 1427, 1524, 1442]
divider bbox=[418, 563, 582, 564]
headline: ΕΝΕΚΡΙΘΗ ΕΙΣ ΔΙΑΣΥΜΜΑΧΙΚΗΝ ΔΙΑΣΚΕΨΙΝ ΣΧΕΔΙΟΝ ΑΣΦΑΛΙΣΕΩΣ ΕΜΠΟΡΙΚΩΝ ΠΛΟΙΩΝ ΕΙΣ ΠΕΡΙΠΤΩΣΙΝ ΠΟΛΕΜΟΥ ΕΠΙ ΒΑΣΕΩΣ ΝΑΤΟ bbox=[1208, 529, 1564, 580]
dateline: ΑΘΗΝΑΙ, 27. bbox=[418, 419, 536, 433]
headline: Η ΒΡΑΖΙΛΙΑ ΠΡΟΤΕΙΝΕΙ ΤΟΝ ΠΑΠΑΝ ΙΩΑΝΝΗΝ ΔΙΑ ΤΟ ΝΟΜΠΕΛ 1963 bbox=[1228, 1156, 1544, 1184]
headline: τήν σημειωθεῖσαν ἐξέλιξιν εἰς τήν καπναγοράν bbox=[633, 652, 1157, 682]
deck: ΖΗΤΟΥΝ ΑΥΞΗΣΙΝ ΤΩΝ ΣΥΝΤΑΞΕΩΝ ΚΑΤΑ 30% bbox=[591, 223, 1200, 297]
column-4 bbox=[1204, 0, 1568, 2332]
article-collins: Η ΤΟΥΑΝ ΚΟΛΛΙΝΣ ΕΚΗΡΥΞΕ ΣΥΝΕΝΟΧΟΝ ΜΟΙΧΕΙΑΣ ΛΟΝΔΙΝΟΝ, 27. (Ἀσ. Πρές). — Τό δικαστήριον ἐξέδωκε τήν ἀπόφασίν του ἐπί τῆς ὑποθέσεως διαζυγίου τῆς γνωστῆς ἠθοποιοῦ. bbox=[418, 1741, 582, 1880]
headline: ΣΥΣΤΑΣΕΙΣ ΤΟΥ ΤΜΗΜΑΤΟΣ ΧΩΡΟΦΥΛΑΚΗΣ ΝΑΟΥΣΗΣ ΠΡΟΣ ΠΡΟΛΗΨΙΝ ΤΩΝ ΤΡΟΧΑΙΩΝ ΔΥΣΤΥΧΗΜΑΤΩΝ ΚΑΤΑ ΤΗΝ ΕΟΡΤΑΣΜΟΝ ΤΗΣ ΗΜΕΡΑΣ ΤΗΣ ΠΡΩΤΟΜΑΓΙΑΣ bbox=[8, 336, 406, 404]
sidehead: ΣΤΗΝ ΗΡΑ bbox=[1355, 908, 1417, 922]
article-small-news bbox=[4, 898, 410, 1015]
sidehead: ΑΝΑΚΟΙΝΩΣΙΣ ΤΟΥ Ε.Κ.Θ. bbox=[1023, 491, 1175, 506]
